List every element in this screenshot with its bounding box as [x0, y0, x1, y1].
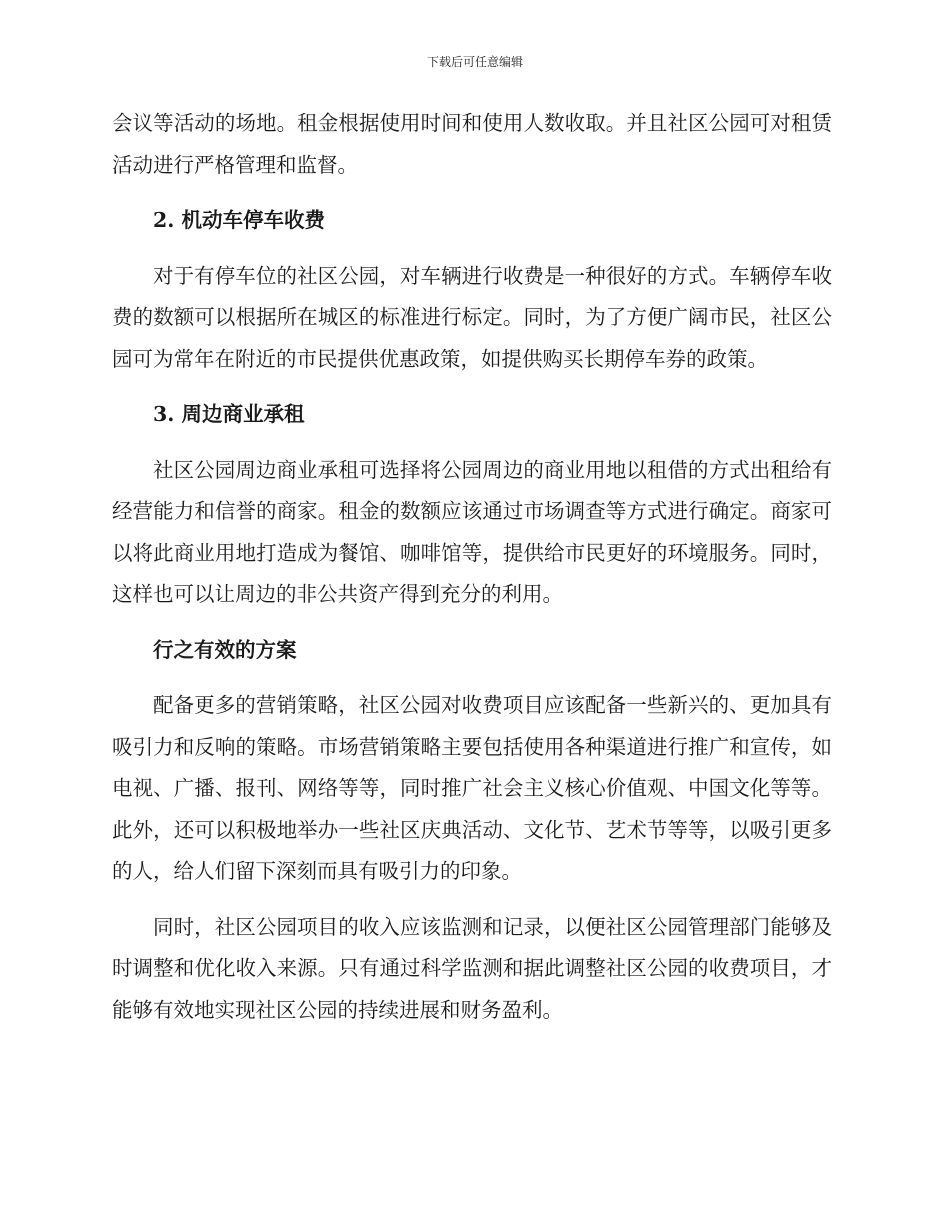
document-body — [112, 103, 832, 1031]
paragraph-marketing-strategy: 配备更多的营销策略，社区公园对收费项目应该配备一些新兴的、更加具有吸引力和反响的策略。市场营销策略主要包括使用各种渠道进行推广和宣传，如电视、广播、报刊、网络等等，同时推广社会主义核心价值观、中国文化等等。此外，还可以积极地举办一些社区庆典活动、文化节、艺术节等等，以吸引更多的人，给人们留下深刻而具有吸引力的印象。 — [112, 693, 832, 883]
paragraph-parking-fees: 对于有停车位的社区公园，对车辆进行收费是一种很好的方式。车辆停车收费的数额可以根据所在城区的标准进行标定。同时，为了方便广阔市民，社区公园可为常年在附近的市民提供优惠政策，如提供购买长期停车券的政策。 — [112, 263, 832, 371]
section-heading-parking-fees: 2. 机动车停车收费 — [153, 208, 326, 232]
section-heading-commercial-lease: 3. 周边商业承租 — [153, 402, 305, 426]
paragraph-income-monitoring: 同时，社区公园项目的收入应该监测和记录，以便社区公园管理部门能够及时调整和优化收入来源。只有通过科学监测和据此调整社区公园的收费项目，才能够有效地实现社区公园的持续进展和财务盈利。 — [112, 914, 832, 1022]
paragraph-commercial-lease: 社区公园周边商业承租可选择将公园周边的商业用地以租借的方式出租给有经营能力和信誉的商家。租金的数额应该通过市场调查等方式进行确定。商家可以将此商业用地打造成为餐馆、咖啡馆等，提供给市民更好的环境服务。同时，这样也可以让周边的非公共资产得到充分的利用。 — [112, 457, 832, 606]
page-header: 下载后可任意编辑 — [426, 55, 523, 69]
paragraph-venue-rental-continued: 会议等活动的场地。租金根据使用时间和使用人数收取。并且社区公园可对租赁活动进行严格管理和监督。 — [112, 111, 832, 177]
section-heading-effective-plan: 行之有效的方案 — [153, 637, 297, 662]
